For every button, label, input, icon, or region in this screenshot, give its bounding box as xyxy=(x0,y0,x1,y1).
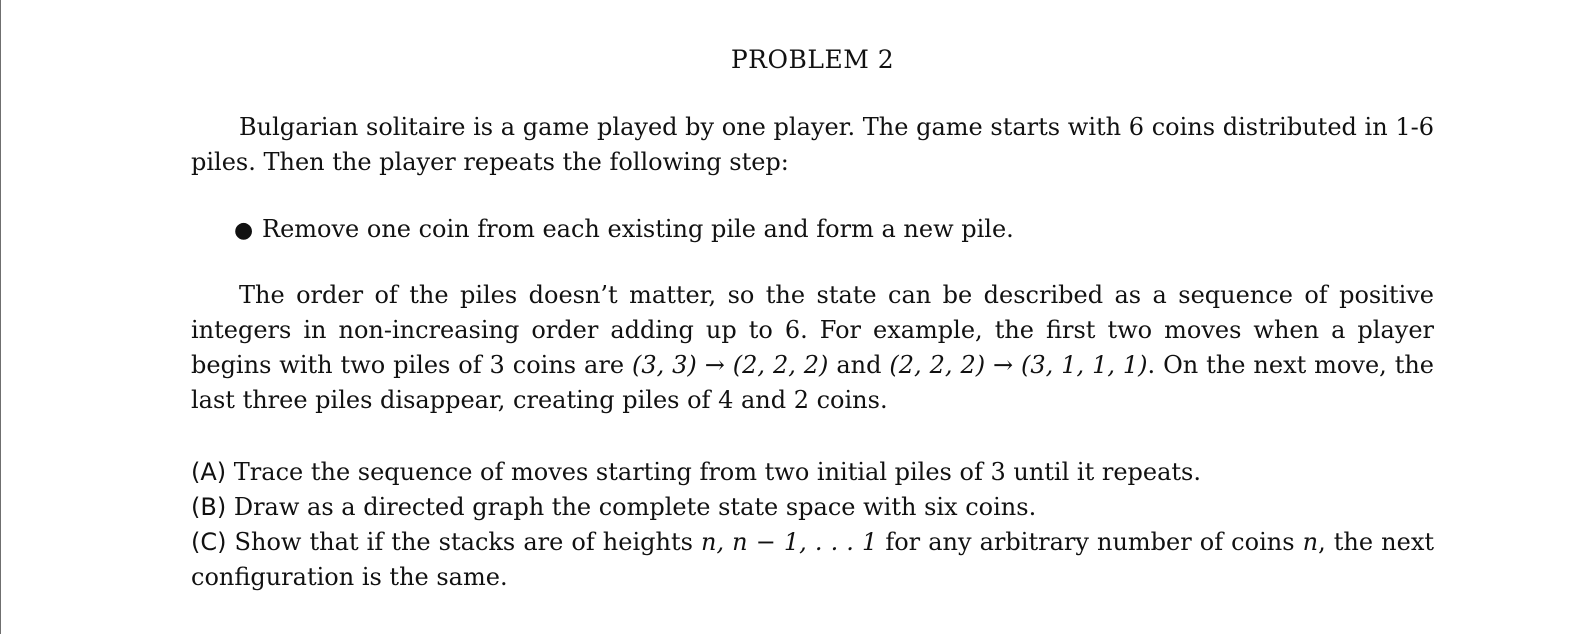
question-c-math-1: n, n − 1, . . . 1 xyxy=(701,528,878,556)
problem-title: PROBLEM 2 xyxy=(730,45,895,74)
description-text-2: and xyxy=(828,351,890,379)
question-list xyxy=(191,455,1434,595)
description-text-1: The order of the piles doesn’t matter, so the state can be described as a sequence of positive integers in non-increasing order adding up to 6. For example, the first two moves when a player begins with two piles of 3 coins are xyxy=(191,281,1434,379)
description-paragraph xyxy=(191,278,1434,418)
left-border-line xyxy=(0,0,1,634)
question-c-text-3: , the next configuration is the same. xyxy=(191,528,1435,591)
question-a-text: Trace the sequence of moves starting from two initial piles of 3 until it repeats. xyxy=(226,458,1201,486)
question-c-text-2: for any arbitrary number of coins xyxy=(877,528,1303,556)
math-expression-2: (2, 2, 2) → (3, 1, 1, 1) xyxy=(889,351,1148,379)
question-b xyxy=(191,490,1434,525)
question-c xyxy=(191,525,1434,595)
math-expression-1: (3, 3) → (2, 2, 2) xyxy=(631,351,829,379)
question-c-label: (C) xyxy=(191,528,227,556)
bullet-icon: ● xyxy=(234,218,254,243)
question-b-text: Draw as a directed graph the complete state space with six coins. xyxy=(226,493,1037,521)
question-c-math-2: n xyxy=(1302,528,1319,556)
bullet-text: Remove one coin from each existing pile and form a new pile. xyxy=(262,215,1014,243)
description-text-3: . On the next move, the last three piles disappear, creating piles of 4 and 2 coins. xyxy=(191,351,1435,414)
question-c-text-1: Show that if the stacks are of heights xyxy=(226,528,701,556)
question-a xyxy=(191,455,1434,490)
question-a-label: (A) xyxy=(191,458,227,486)
question-b-label: (B) xyxy=(191,493,227,521)
bullet-item xyxy=(234,212,1434,248)
intro-paragraph: Bulgarian solitaire is a game played by one player. The game starts with 6 coins distributed in 1-6 piles. Then the player repeats the following step: xyxy=(191,113,1434,176)
